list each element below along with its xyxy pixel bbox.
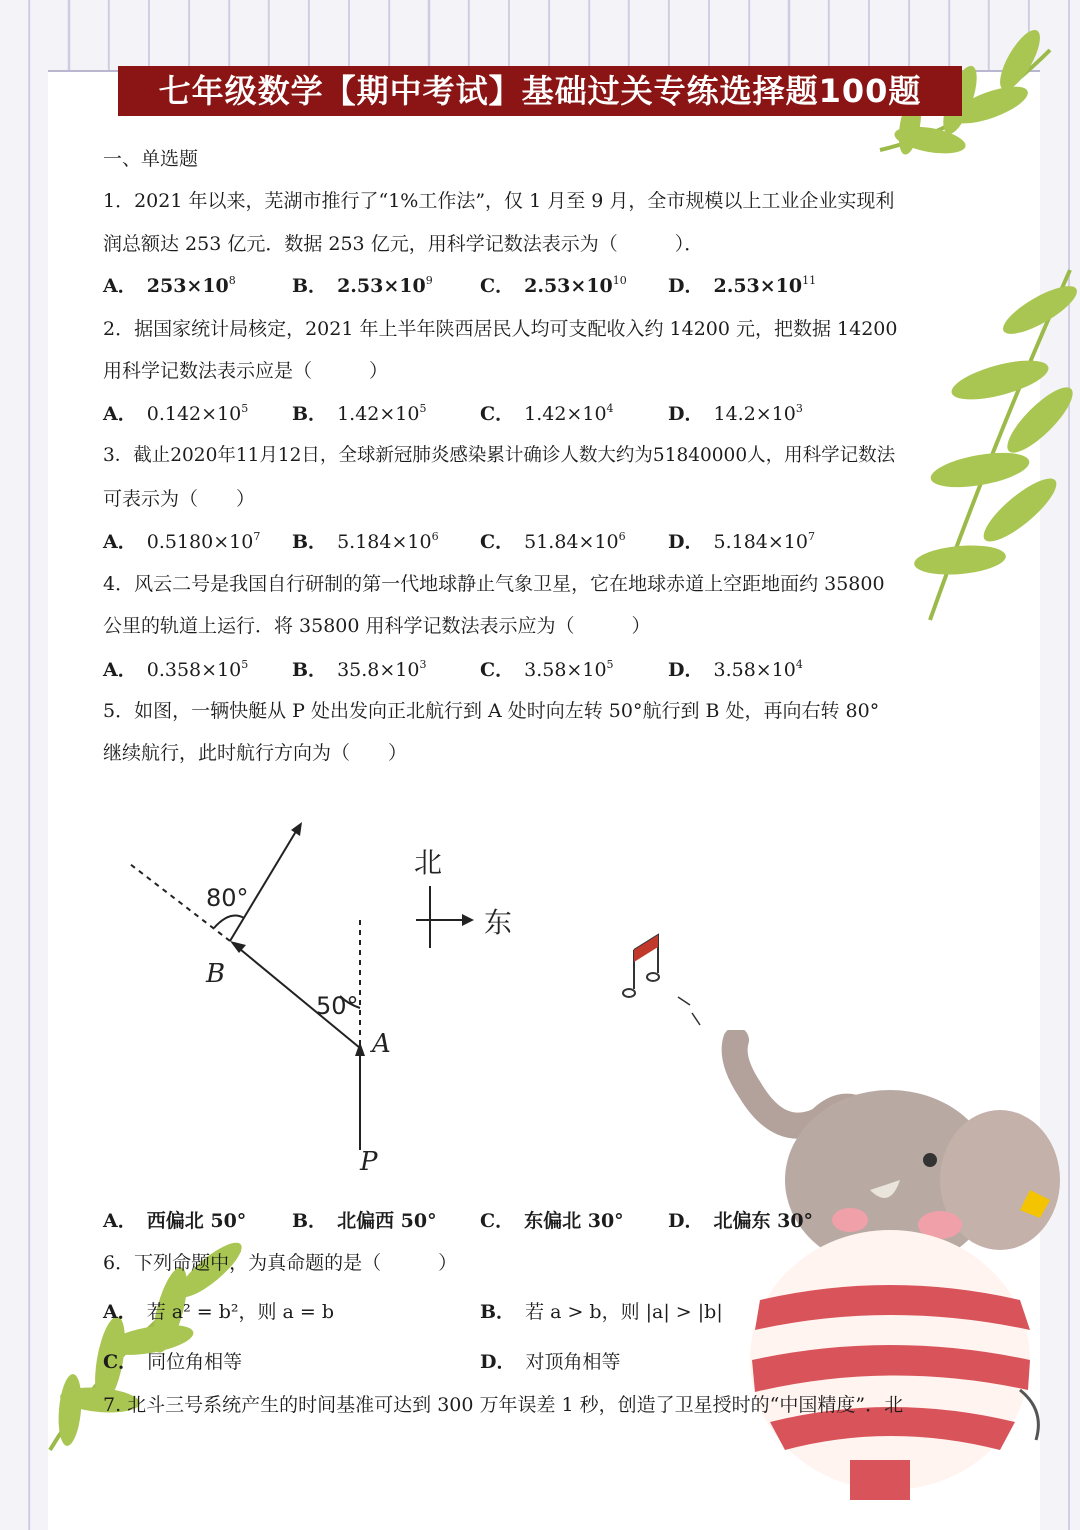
question-7-line-1: 7. 北斗三号系统产生的时间基准可达到 300 万年误差 1 秒，创造了卫星授时的“中国精度”．北: [103, 1394, 904, 1416]
option-text: 若 a > b，则 |a| > |b|: [525, 1301, 723, 1323]
option-label: D．: [480, 1351, 516, 1373]
q3-option-c[interactable]: [480, 527, 626, 554]
option-exponent: 8: [228, 274, 236, 287]
q6-option-c[interactable]: [103, 1347, 242, 1374]
leaf-branch-top-right: [870, 20, 1070, 220]
q2-option-c[interactable]: [480, 399, 614, 426]
option-exponent: 4: [606, 402, 614, 415]
option-label: A．: [103, 403, 137, 425]
option-base: 1.42×10: [337, 403, 420, 425]
option-base: 0.358×10: [146, 659, 242, 681]
angle-80-label: 80°: [206, 884, 249, 912]
option-base: 5.184×10: [713, 531, 808, 553]
option-exponent: 6: [431, 530, 439, 543]
q1-option-c[interactable]: [480, 271, 627, 298]
option-exponent: 5: [419, 402, 427, 415]
option-base: 35.8×10: [337, 659, 420, 681]
q3-option-a[interactable]: [103, 527, 260, 554]
option-base: 253×10: [146, 275, 229, 297]
option-base: 0.5180×10: [146, 531, 254, 553]
angle-50-label: 50°: [316, 992, 359, 1020]
option-exponent: 5: [241, 658, 249, 671]
q6-option-b[interactable]: [480, 1297, 723, 1324]
option-text: 东偏北 30°: [524, 1210, 624, 1232]
option-text: 西偏北 50°: [146, 1210, 247, 1232]
question-5-line-1: 5．如图，一辆快艇从 P 处出发向正北航行到 A 处时向左转 50°航行到 B 处，再向右转 80°: [103, 700, 880, 722]
question-4-line-1: 4．风云二号是我国自行研制的第一代地球静止气象卫星，它在地球赤道上空距地面约 35800: [103, 573, 885, 595]
option-base: 14.2×10: [713, 403, 796, 425]
option-exponent: 9: [425, 274, 433, 287]
option-label: B．: [292, 1210, 328, 1232]
option-label: A．: [103, 1210, 137, 1232]
question-1-line-1: 1．2021 年以来，芜湖市推行了“1%工作法”，仅 1 月至 9 月，全市规模以上工业企业实现利: [103, 190, 895, 212]
option-label: D．: [668, 1210, 704, 1232]
option-label: A．: [103, 659, 137, 681]
compass-arrow: [462, 914, 474, 926]
q3-option-d[interactable]: [668, 527, 815, 554]
option-exponent: 7: [253, 530, 261, 543]
q4-option-a[interactable]: [103, 655, 248, 682]
q1-option-b[interactable]: [292, 271, 433, 298]
option-exponent: 7: [807, 530, 815, 543]
music-note-icon: [620, 925, 730, 1035]
question-5-line-2: 继续航行，此时航行方向为（ ）: [103, 742, 408, 764]
option-label: A．: [103, 531, 137, 553]
q3-option-b[interactable]: [292, 527, 439, 554]
q5-option-b[interactable]: [292, 1206, 437, 1233]
option-exponent: 4: [795, 658, 803, 671]
option-label: C．: [480, 403, 515, 425]
page-title: 七年级数学【期中考试】基础过关专练选择题100题: [118, 66, 962, 116]
option-text: 北偏西 50°: [337, 1210, 437, 1232]
point-a-label: A: [372, 1029, 391, 1059]
option-label: B．: [292, 531, 328, 553]
point-p-label: P: [360, 1147, 378, 1177]
option-exponent: 11: [802, 274, 817, 287]
option-label: B．: [292, 275, 328, 297]
option-label: A．: [103, 275, 137, 297]
q5-option-a[interactable]: [103, 1206, 246, 1233]
q1-option-d[interactable]: [668, 271, 816, 298]
option-exponent: 5: [241, 402, 249, 415]
option-label: D．: [668, 275, 704, 297]
option-base: 1.42×10: [524, 403, 607, 425]
q4-option-d[interactable]: [668, 655, 803, 682]
navigation-figure: [110, 800, 550, 1190]
option-label: D．: [668, 531, 704, 553]
q4-option-c[interactable]: [480, 655, 614, 682]
east-label: 东: [484, 906, 513, 939]
option-label: C．: [480, 531, 515, 553]
north-label: 北: [414, 846, 443, 879]
arrow-head-out: [291, 822, 302, 836]
q6-option-d[interactable]: [480, 1347, 621, 1374]
option-base: 2.53×10: [713, 275, 803, 297]
option-exponent: 3: [419, 658, 427, 671]
q2-option-b[interactable]: [292, 399, 426, 426]
option-text: 若 a² = b²，则 a = b: [146, 1301, 335, 1323]
option-text: 北偏东 30°: [713, 1210, 814, 1232]
option-base: 0.142×10: [146, 403, 242, 425]
option-label: C．: [480, 1210, 515, 1232]
option-exponent: 6: [618, 530, 626, 543]
option-base: 51.84×10: [524, 531, 619, 553]
option-label: C．: [480, 275, 515, 297]
question-3-line-2: 可表示为（ ）: [103, 488, 256, 510]
point-b-label: B: [206, 959, 226, 989]
option-label: B．: [480, 1301, 516, 1323]
option-text: 同位角相等: [147, 1351, 243, 1373]
q5-option-d[interactable]: [668, 1206, 813, 1233]
question-2-line-1: 2．据国家统计局核定，2021 年上半年陕西居民人均可支配收入约 14200 元，把数据 14200: [103, 318, 898, 340]
option-label: D．: [668, 659, 704, 681]
question-2-line-2: 用科学记数法表示应是（ ）: [103, 360, 389, 382]
option-text: 对顶角相等: [525, 1351, 621, 1373]
option-label: B．: [292, 659, 328, 681]
option-label: B．: [292, 403, 328, 425]
option-exponent: 10: [612, 274, 627, 287]
leaf-branch-right: [900, 250, 1080, 630]
option-label: C．: [103, 1351, 138, 1373]
q1-option-a[interactable]: [103, 271, 236, 298]
question-6-line-1: 6．下列命题中，为真命题的是（ ）: [103, 1252, 458, 1274]
q6-option-a[interactable]: [103, 1297, 334, 1324]
q4-option-b[interactable]: [292, 655, 426, 682]
option-base: 3.58×10: [524, 659, 607, 681]
option-exponent: 5: [606, 658, 614, 671]
option-label: D．: [668, 403, 704, 425]
question-1-line-2: 润总额达 253 亿元．数据 253 亿元，用科学记数法表示为（ ）．: [103, 233, 704, 255]
question-3-line-1: 3．截止2020年11月12日，全球新冠肺炎感染累计确诊人数大约为51840000人，用科学记数法: [103, 445, 896, 466]
option-base: 5.184×10: [337, 531, 432, 553]
option-base: 3.58×10: [713, 659, 796, 681]
option-label: A．: [103, 1301, 137, 1323]
option-label: C．: [480, 659, 515, 681]
option-base: 2.53×10: [524, 275, 613, 297]
q2-option-a[interactable]: [103, 399, 248, 426]
q5-option-c[interactable]: [480, 1206, 624, 1233]
section-heading: 一、单选题: [103, 148, 199, 170]
option-base: 2.53×10: [337, 275, 426, 297]
option-exponent: 3: [795, 402, 803, 415]
elephant-illustration: [700, 1030, 1070, 1500]
question-4-line-2: 公里的轨道上运行．将 35800 用科学记数法表示应为（ ）: [103, 615, 651, 637]
q2-option-d[interactable]: [668, 399, 803, 426]
